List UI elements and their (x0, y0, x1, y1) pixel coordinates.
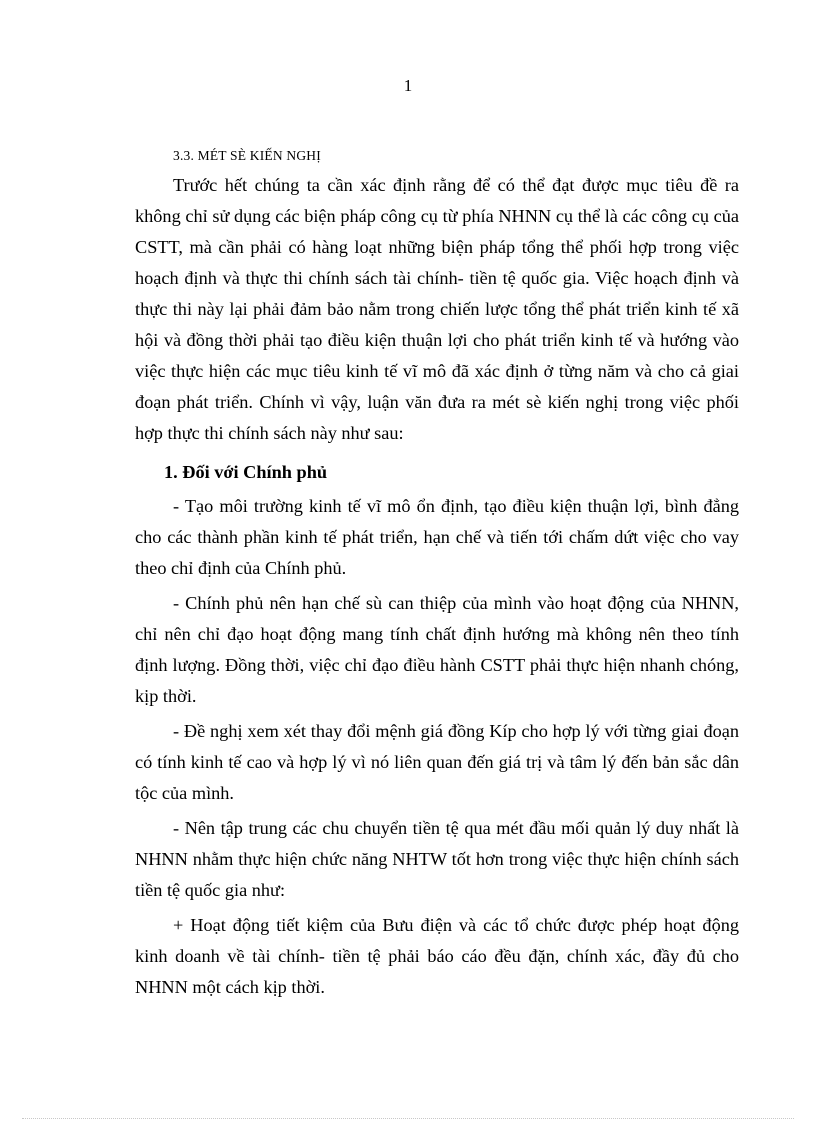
recommendation-item: - Chính phủ nên hạn chế sù can thiệp của mình vào hoạt động của NHNN, chỉ nên chỉ đạo hoạt động mang tính chất định hướng mà không nên theo tính định lượng. Đồng thời, việc chỉ đạo điều hành CSTT phải thực hiện nhanh chóng, kịp thời. (135, 593, 739, 706)
recommendation-item: - Nên tập trung các chu chuyển tiền tệ qua mét đầu mối quản lý duy nhất là NHNN nhằm thực hiện chức năng NHTW tốt hơn trong việc thực hiện chính sách tiền tệ quốc gia như: (135, 818, 739, 900)
section-heading: 3.3. MÉT SÈ KIẾN NGHỊ (173, 148, 321, 163)
recommendation-item: - Đề nghị xem xét thay đổi mệnh giá đồng Kíp cho hợp lý với từng giai đoạn có tính kinh tế cao và hợp lý vì nó liên quan đến giá trị và tâm lý đến bản sắc dân tộc của mình. (135, 721, 739, 803)
recommendation-item: - Tạo môi trường kinh tế vĩ mô ổn định, tạo điều kiện thuận lợi, bình đẳng cho các thành phần kinh tế phát triển, hạn chế và tiến tới chấm dứt việc cho vay theo chỉ định của Chính phủ. (135, 496, 739, 578)
page-number: 1 (403, 76, 413, 95)
recommendation-subitem: + Hoạt động tiết kiệm của Bưu điện và các tổ chức được phép hoạt động kinh doanh về tài chính- tiền tệ phải báo cáo đều đặn, chính xác, đầy đủ cho NHNN một cách kịp thời. (135, 915, 739, 997)
page-bottom-divider (22, 1118, 794, 1119)
intro-paragraph: Trước hết chúng ta cần xác định rằng để có thể đạt được mục tiêu đề ra không chỉ sử dụng các biện pháp công cụ từ phía NHNN cụ thể là các công cụ của CSTT, mà cần phải có hàng loạt những biện pháp tổng thể phối hợp trong việc hoạch định và thực thi chính sách tài chính- tiền tệ quốc gia. Việc hoạch định và thực thi này lại phải đảm bảo nằm trong chiến lược tổng thể phát triển kinh tế xã hội và đồng thời phải tạo điều kiện thuận lợi cho phát triển kinh tế và hướng vào việc thực hiện các mục tiêu kinh tế vĩ mô đã xác định ở từng năm và cho cả giai đoạn phát triển. Chính vì vậy, luận văn đưa ra mét sè kiến nghị trong việc phối hợp thực thi chính sách này như sau: (135, 175, 739, 443)
subsection-heading: 1. Đối với Chính phủ (164, 462, 328, 482)
document-body (135, 148, 739, 1007)
